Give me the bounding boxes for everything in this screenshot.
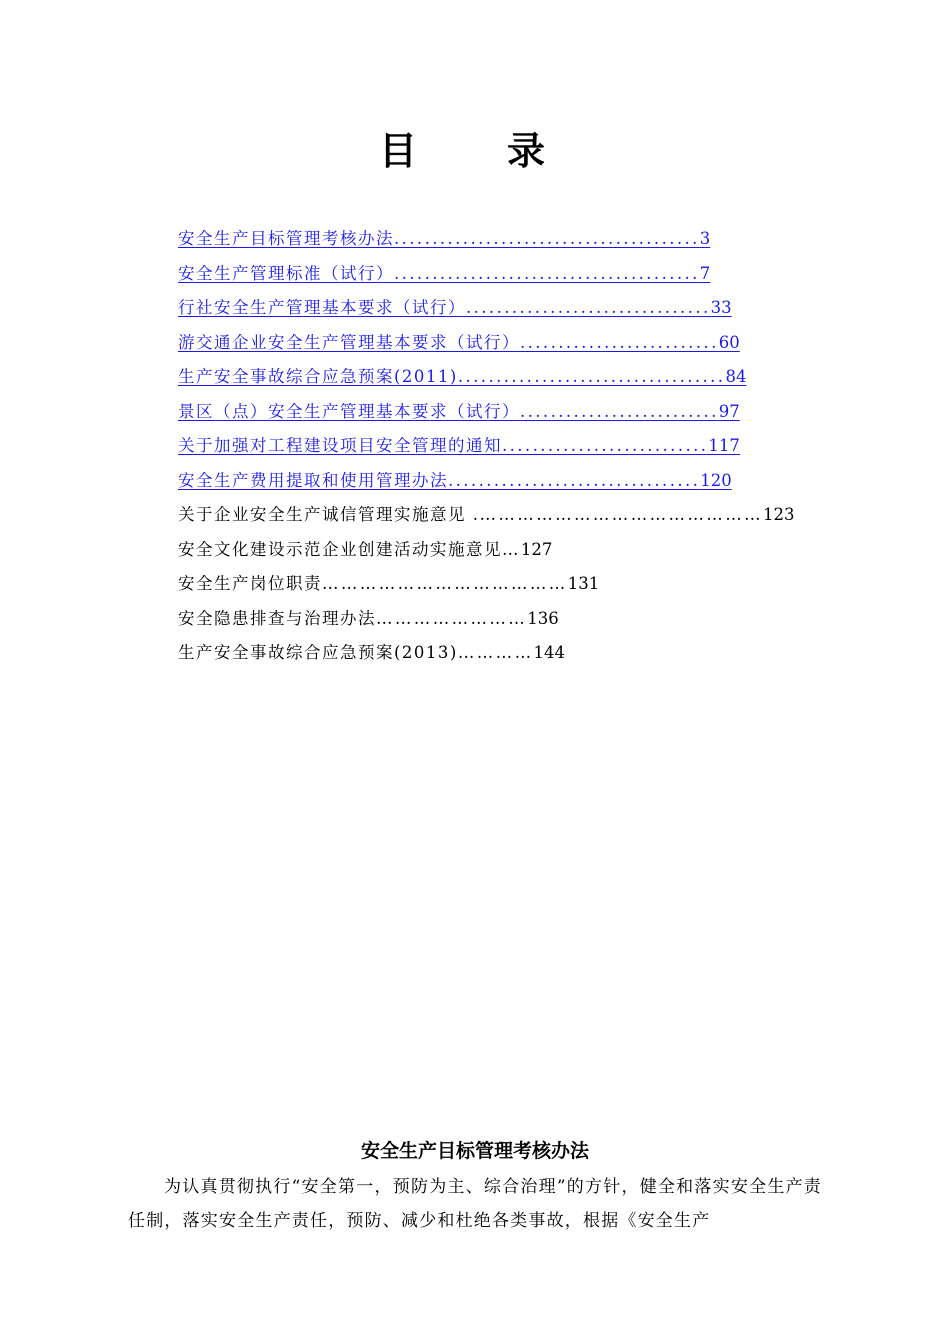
toc-page-number: 3	[699, 229, 711, 248]
toc-entry-content	[178, 326, 740, 361]
toc-entry-title: 安全隐患排查与治理办法	[178, 608, 376, 628]
toc-entry-content	[178, 533, 552, 568]
toc-entry-title: 生产安全事故综合应急预案(2013)	[178, 643, 458, 662]
toc-leader-dots: …………	[457, 643, 534, 662]
toc-entry[interactable]	[178, 464, 828, 499]
toc-entry-content	[178, 222, 710, 257]
toc-page-number: 117	[708, 436, 740, 455]
toc-entry-content	[178, 429, 740, 464]
toc-leader-dots: ………………………………………	[479, 505, 763, 524]
toc-page-number: 7	[699, 263, 711, 283]
toc-entry-title: 关于加强对工程建设项目安全管理的通知	[178, 436, 502, 455]
toc-leader-dots: …	[502, 539, 521, 559]
toc-leader-dots: ……………………	[376, 608, 528, 628]
toc-entry[interactable]	[178, 257, 828, 292]
body-paragraph: 为认真贯彻执行“安全第一，预防为主、综合治理”的方针，健全和落实安全生产责任制，落实安全生产责任，预防、减少和杜绝各类事故，根据《安全生产	[128, 1177, 822, 1231]
toc-page-number: 136	[527, 608, 559, 628]
toc-leader-dots: …………………………………	[322, 574, 568, 593]
toc-entry-title: 安全生产费用提取和使用管理办法	[178, 470, 448, 490]
toc-entry-content	[178, 360, 746, 395]
toc-entry-content	[178, 291, 732, 326]
table-of-contents	[178, 222, 828, 671]
toc-page-number: 97	[718, 401, 740, 421]
toc-entry	[178, 498, 828, 533]
toc-entry[interactable]	[178, 429, 828, 464]
toc-entry	[178, 636, 828, 671]
toc-page-number: 131	[567, 574, 600, 593]
toc-page-number: 120	[700, 470, 732, 490]
toc-page-number: 60	[718, 332, 740, 352]
toc-page-number: 144	[533, 643, 565, 662]
toc-leader-dots: ................................	[466, 298, 711, 317]
section-title: 安全生产目标管理考核办法	[360, 1140, 589, 1162]
toc-leader-dots: ...........................	[502, 436, 709, 455]
toc-entry-title: 景区（点）安全生产管理基本要求（试行）	[178, 401, 520, 421]
toc-entry	[178, 533, 828, 568]
toc-leader-dots: ........................................	[394, 229, 700, 248]
toc-leader-dots: ...................................	[457, 367, 726, 386]
toc-entry-title: 行社安全生产管理基本要求（试行）	[178, 298, 466, 317]
toc-entry-content	[178, 567, 599, 602]
toc-page-number: 33	[710, 298, 732, 317]
toc-entry-title: 游交通企业安全生产管理基本要求（试行）	[178, 332, 520, 352]
toc-page-number: 127	[520, 539, 553, 559]
toc-entry-content	[178, 464, 732, 499]
toc-entry-content	[178, 602, 559, 637]
toc-entry-title: 安全生产管理标准（试行）	[178, 263, 394, 283]
toc-leader-dots: ..........................	[520, 332, 719, 352]
toc-entry-title: 安全生产目标管理考核办法	[178, 229, 394, 248]
toc-entry[interactable]	[178, 291, 828, 326]
toc-entry[interactable]	[178, 222, 828, 257]
toc-entry	[178, 567, 828, 602]
toc-leader-dots: ........................................	[394, 263, 700, 283]
toc-leader-dots: .................................	[448, 470, 701, 490]
toc-entry[interactable]	[178, 326, 828, 361]
toc-entry[interactable]	[178, 360, 828, 395]
toc-entry-content	[178, 498, 795, 533]
toc-entry[interactable]	[178, 395, 828, 430]
toc-page-number: 84	[725, 367, 747, 386]
toc-entry	[178, 602, 828, 637]
toc-entry-title: 安全生产岗位职责	[178, 574, 322, 593]
toc-entry-title: 关于企业安全生产诚信管理实施意见 .	[178, 505, 480, 524]
toc-entry-content	[178, 636, 565, 671]
toc-page-number: 123	[763, 505, 795, 524]
toc-entry-content	[178, 395, 740, 430]
toc-entry-title: 生产安全事故综合应急预案(2011)	[178, 367, 458, 386]
toc-leader-dots: ..........................	[520, 401, 719, 421]
toc-entry-title: 安全文化建设示范企业创建活动实施意见	[178, 539, 502, 559]
toc-entry-content	[178, 257, 710, 292]
page-title: 目 录	[378, 128, 571, 173]
